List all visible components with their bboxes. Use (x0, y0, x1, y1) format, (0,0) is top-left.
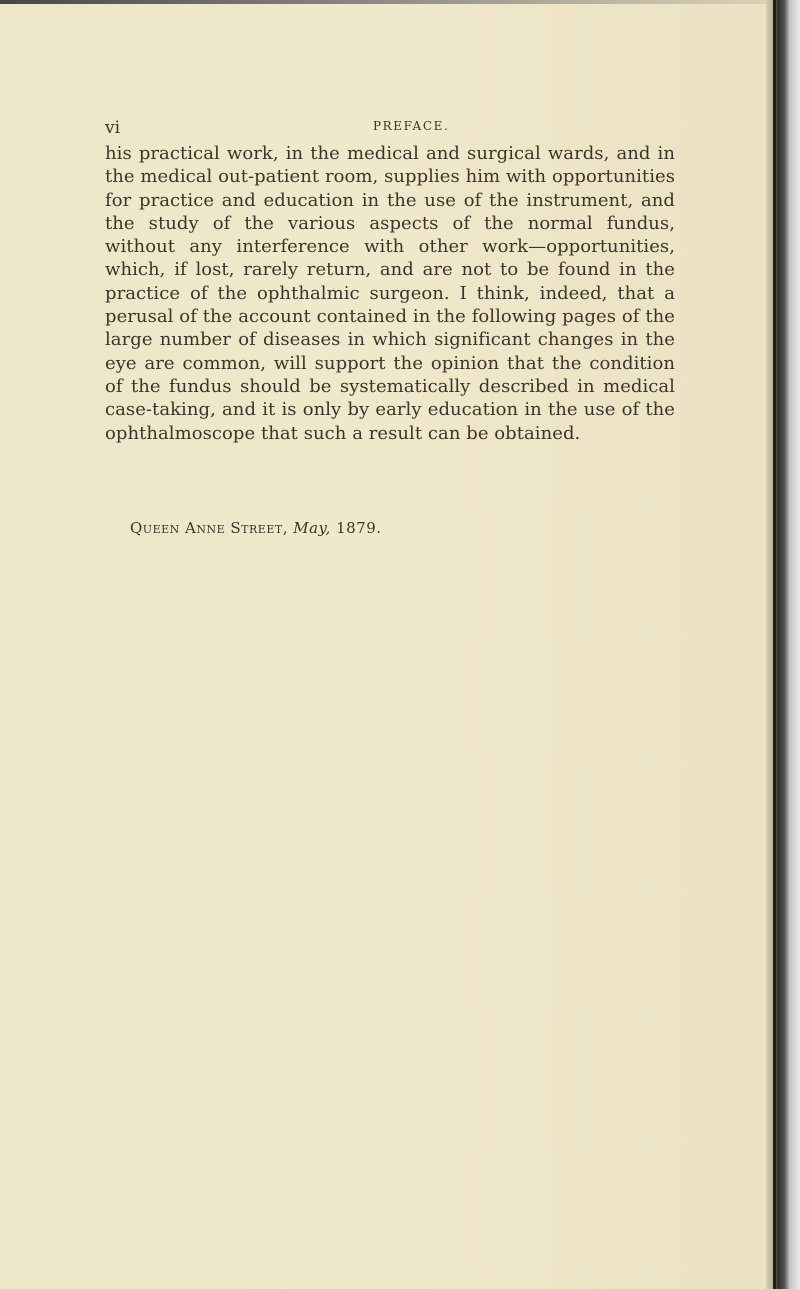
book-binding-edge (766, 0, 800, 1289)
signoff-month: May, (293, 519, 331, 537)
signoff-year: 1879. (336, 519, 382, 537)
page-header (105, 118, 705, 138)
signoff-line (130, 519, 382, 537)
page-top-edge (0, 0, 766, 4)
running-head: PREFACE. (373, 119, 450, 133)
page-number: vi (105, 118, 121, 138)
signoff-place: Queen Anne Street, (130, 519, 288, 537)
preface-paragraph: his practical work, in the medical and surgical wards, and in the medical out-patient room, supplies him with opportunities for practice and education in the use of the instrument, and the study of the various aspects of the normal fundus, without any interference with other work—opportunities, which, if lost, rarely return, and are not to be found in the practice of the ophthalmic surgeon. I think, indeed, that a perusal of the account contained in the following pages of the large number of diseases in which significant changes in the eye are common, will support the opinion that the condition of the fundus should be systematically described in medical case-taking, and it is only by early education in the use of the ophthalmoscope that such a result can be obtained. (105, 143, 675, 444)
binding-shadow-line (773, 0, 776, 1289)
